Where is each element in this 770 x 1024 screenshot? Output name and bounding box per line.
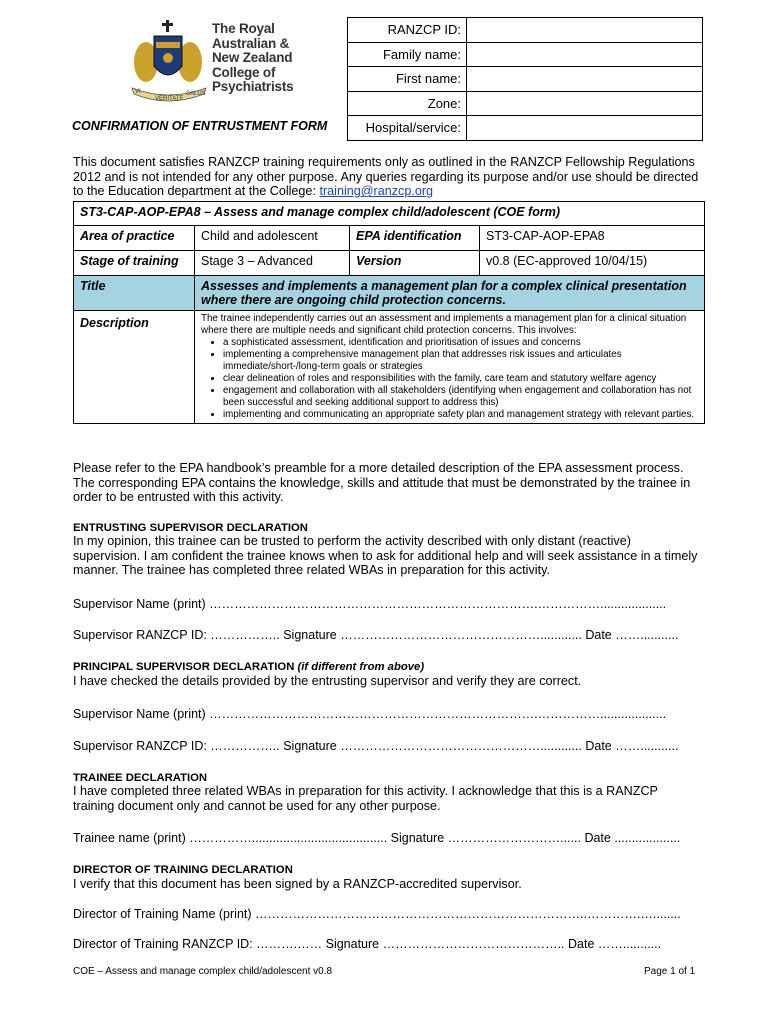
first-name-label: First name: xyxy=(348,67,467,92)
trainee-heading: TRAINEE DECLARATION xyxy=(73,772,208,784)
email-link[interactable]: training@ranzcp.org xyxy=(319,184,434,199)
principal-name-line[interactable]: Supervisor Name (print) …………………………………………………………………….……………................... xyxy=(73,707,667,721)
footer-left: COE – Assess and manage complex child/adolescent v0.8 xyxy=(73,966,333,977)
hospital-service-field[interactable] xyxy=(467,116,703,141)
college-logo xyxy=(126,18,296,108)
trainee-id-table xyxy=(347,17,703,141)
list-item: • a sophisticated assessment, identification and prioritisation of issues and concerns xyxy=(223,337,698,349)
description-list xyxy=(201,337,698,421)
stage-label: Stage of training xyxy=(74,251,195,276)
crest-icon xyxy=(126,18,212,108)
zone-label: Zone: xyxy=(348,91,467,116)
description-label: Description xyxy=(74,311,195,424)
area-label: Area of practice xyxy=(74,226,195,251)
family-name-label: Family name: xyxy=(348,42,467,67)
principal-heading: PRINCIPAL SUPERVISOR DECLARATION (if different from above) xyxy=(73,661,425,673)
stage-value: Stage 3 – Advanced xyxy=(195,251,350,276)
motto-left: VI xyxy=(135,89,141,95)
epa-heading: ST3-CAP-AOP-EPA8 – Assess and manage complex child/adolescent (COE form) xyxy=(74,202,705,226)
version-value: v0.8 (EC-approved 10/04/15) xyxy=(480,251,705,276)
list-item: • clear delineation of roles and responsibilities with the family, care team and statutory welfare agency xyxy=(223,373,698,385)
description-value xyxy=(195,311,705,424)
principal-id-line[interactable]: Supervisor RANZCP ID: …………….. Signature …………………………………………............ Date ……........... xyxy=(73,739,679,753)
title-value: Assesses and implements a management plan for a complex clinical presentation where there are ongoing child protection concerns. xyxy=(195,276,705,311)
director-heading: DIRECTOR OF TRAINING DECLARATION xyxy=(73,864,293,876)
trainee-line[interactable]: Trainee name (print) ……………....................................... Signature ………………………...... Date ................... xyxy=(73,831,681,845)
version-label: Version xyxy=(350,251,480,276)
entrusting-heading: ENTRUSTING SUPERVISOR DECLARATION xyxy=(73,522,308,534)
area-value: Child and adolescent xyxy=(195,226,350,251)
family-name-field[interactable] xyxy=(467,42,703,67)
entrusting-id-line[interactable]: Supervisor RANZCP ID: …………….. Signature …………………………………………............ Date ……........... xyxy=(73,628,679,642)
hospital-service-label: Hospital/service: xyxy=(348,116,467,141)
epa-table xyxy=(73,201,705,424)
list-item: • engagement and collaboration with all stakeholders (identifying when engagement and collaboration has not been successful and seeking additional support to address this) xyxy=(223,385,698,409)
list-item: • implementing and communicating an appropriate safety plan and management strategy with relevant parties. xyxy=(223,409,698,421)
epa-id-value: ST3-CAP-AOP-EPA8 xyxy=(480,226,705,251)
motto-mid: VERITATE xyxy=(155,96,184,102)
description-intro: The trainee independently carries out an assessment and implements a management plan for a clinical situation where there are multiple needs and significant child protection concerns. This involves: xyxy=(201,313,687,336)
title-label: Title xyxy=(74,276,195,311)
intro-paragraph: This document satisfies RANZCP training requirements only as outlined in the RANZCP Fellowship Regulations 2012 and is not intended for any other purpose. Any queries regarding its purpose and/or use should be directed to the Education department at the College: training@ranzcp.org xyxy=(73,155,699,199)
director-id-line[interactable]: Director of Training RANZCP ID: ……….…… Signature …………………………………….. Date ……........... xyxy=(73,937,662,951)
principal-text: I have checked the details provided by the entrusting supervisor and verify they are correct. xyxy=(73,674,582,688)
first-name-field[interactable] xyxy=(467,67,703,92)
ranzcp-id-label: RANZCP ID: xyxy=(348,18,467,43)
page-number: Page 1 of 1 xyxy=(644,966,696,977)
trainee-text: I have completed three related WBAs in preparation for this activity. I acknowledge that this is a RANZCP training document only and cannot be used for any other purpose. xyxy=(73,784,658,813)
entrusting-text: In my opinion, this trainee can be trusted to perform the activity described with only distant (reactive) supervision. I am confident the trainee knows when to ask for additional help and will seek assistance in a timely manner. The trainee has completed three related WBAs in preparation for this activity. xyxy=(73,534,698,578)
director-name-line[interactable]: Director of Training Name (print) ……………………………………………………………………..………….…........ xyxy=(73,907,681,921)
motto-right: SALUS xyxy=(186,91,206,97)
college-name: The Royal Australian & New Zealand College of Psychiatrists xyxy=(212,21,294,94)
entrusting-name-line[interactable]: Supervisor Name (print) …………………………………………………………………….……………................... xyxy=(73,597,667,611)
epa-id-label: EPA identification xyxy=(350,226,480,251)
ranzcp-id-field[interactable] xyxy=(467,18,703,43)
refer-paragraph: Please refer to the EPA handbook’s preamble for a more detailed description of the EPA assessment process. The corresponding EPA contains the knowledge, skills and attitude that must be demonstrated by the trainee in order to be entrusted with this activity. xyxy=(73,461,691,505)
list-item: • implementing a comprehensive management plan that addresses risk issues and articulates immediate/short-/long-term goals or strategies xyxy=(223,349,698,373)
director-text: I verify that this document has been signed by a RANZCP-accredited supervisor. xyxy=(73,877,522,891)
form-title: CONFIRMATION OF ENTRUSTMENT FORM xyxy=(72,119,328,133)
zone-field[interactable] xyxy=(467,91,703,116)
